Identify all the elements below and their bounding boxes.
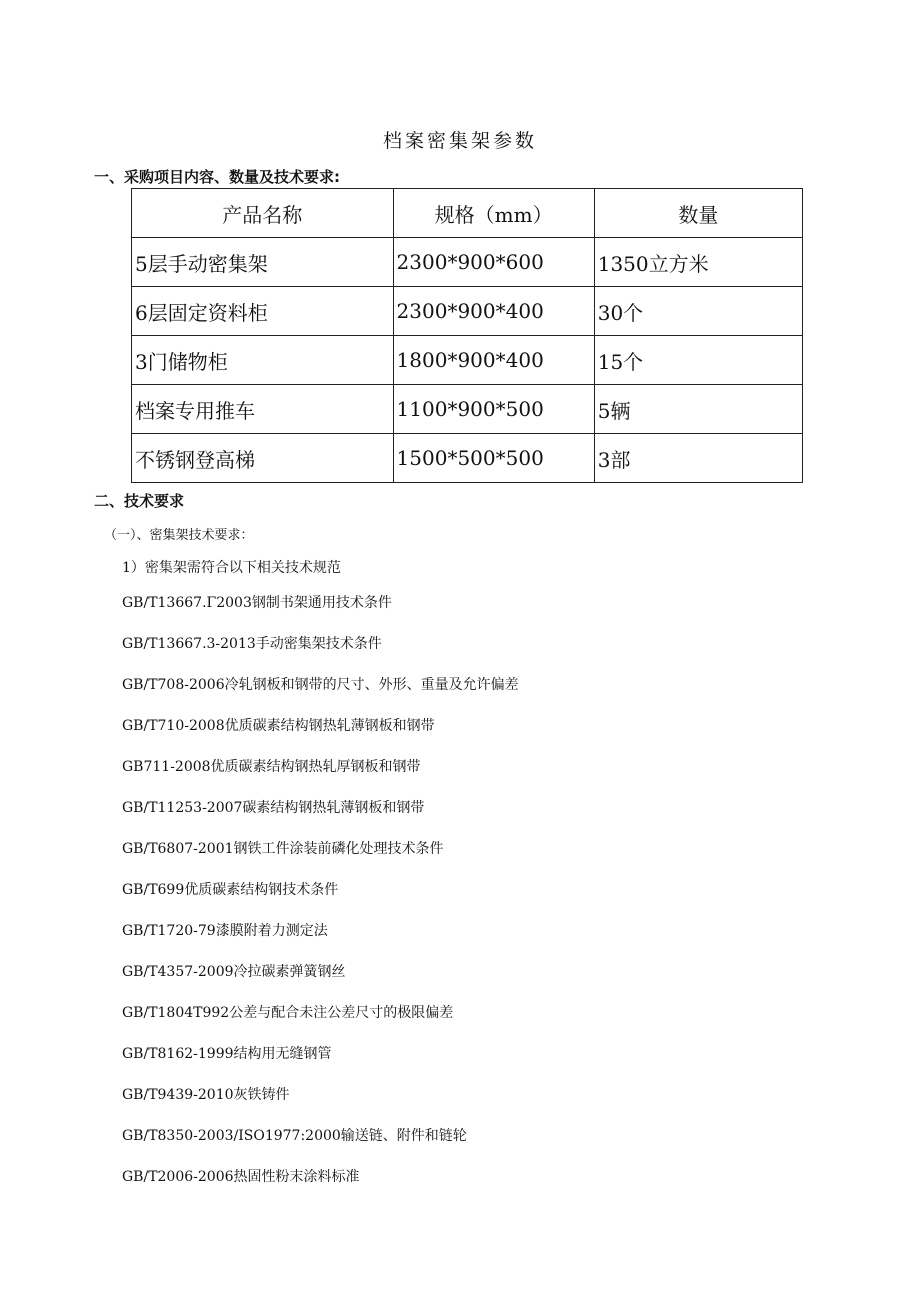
list-item: GB/T710-2008优质碳素结构钢热轧薄钢板和钢带: [122, 718, 435, 734]
cell-spec: 2300*900*600: [393, 238, 594, 287]
standards-intro: 1）密集架需符合以下相关技术规范: [122, 560, 341, 576]
cell-spec: 1500*500*500: [393, 434, 594, 483]
list-item: GB/T1804T992公差与配合未注公差尺寸的极限偏差: [122, 1005, 454, 1021]
cell-product-name: 不锈钢登高梯: [132, 434, 394, 483]
section-heading-procurement: 一、采购项目内容、数量及技术要求:: [94, 168, 341, 186]
list-item: GB/T699优质碳素结构钢技术条件: [122, 882, 339, 898]
cell-product-name: 5层手动密集架: [132, 238, 394, 287]
list-item: GB/T8162-1999结构用无缝钢管: [122, 1046, 332, 1062]
list-item: GB/T708-2006冷轧钢板和钢带的尺寸、外形、重量及允许偏差: [122, 677, 519, 693]
list-item: GB/T1720-79漆膜附着力测定法: [122, 923, 328, 939]
cell-product-name: 6层固定资料柜: [132, 287, 394, 336]
cell-product-name: 档案专用推车: [132, 385, 394, 434]
cell-quantity: 15个: [594, 336, 802, 385]
list-item: GB/T11253-2007碳素结构钢热轧薄钢板和钢带: [122, 800, 425, 816]
list-item: GB/T8350-2003/ISO1977:2000输送链、附件和链轮: [122, 1128, 467, 1144]
list-item: GB/T13667.3-2013手动密集架技术条件: [122, 636, 382, 652]
table-row: [132, 336, 803, 385]
list-item: GB/T2006-2006热固性粉末涂料标准: [122, 1169, 360, 1185]
cell-spec: 1800*900*400: [393, 336, 594, 385]
list-item: GB/T4357-2009冷拉碳素弹簧钢丝: [122, 964, 346, 980]
cell-quantity: 30个: [594, 287, 802, 336]
standards-list: [122, 583, 519, 1198]
header-spec: 规格（mm）: [393, 189, 594, 238]
table-row: [132, 238, 803, 287]
header-product-name: 产品名称: [132, 189, 394, 238]
cell-quantity: 5辆: [594, 385, 802, 434]
list-item: GB711-2008优质碳素结构钢热轧厚钢板和钢带: [122, 759, 421, 775]
header-quantity: 数量: [594, 189, 802, 238]
document-title: 档案密集架参数: [382, 130, 537, 152]
table-row: [132, 287, 803, 336]
list-item: GB/T13667.Γ2003钢制书架通用技术条件: [122, 595, 392, 611]
cell-spec: 2300*900*400: [393, 287, 594, 336]
list-item: GB/T6807-2001钢铁工件涂装前磷化处理技术条件: [122, 841, 444, 857]
table-row: [132, 434, 803, 483]
product-spec-table: [131, 188, 803, 483]
cell-product-name: 3门储物柜: [132, 336, 394, 385]
cell-quantity: 1350立方米: [594, 238, 802, 287]
section-heading-technical: 二、技术要求: [94, 492, 185, 510]
table-header-row: [132, 189, 803, 238]
list-item: GB/T9439-2010灰铁铸件: [122, 1087, 290, 1103]
cell-quantity: 3部: [594, 434, 802, 483]
subsection-heading-shelving: （一）、密集架技术要求：: [104, 528, 254, 543]
table-row: [132, 385, 803, 434]
cell-spec: 1100*900*500: [393, 385, 594, 434]
